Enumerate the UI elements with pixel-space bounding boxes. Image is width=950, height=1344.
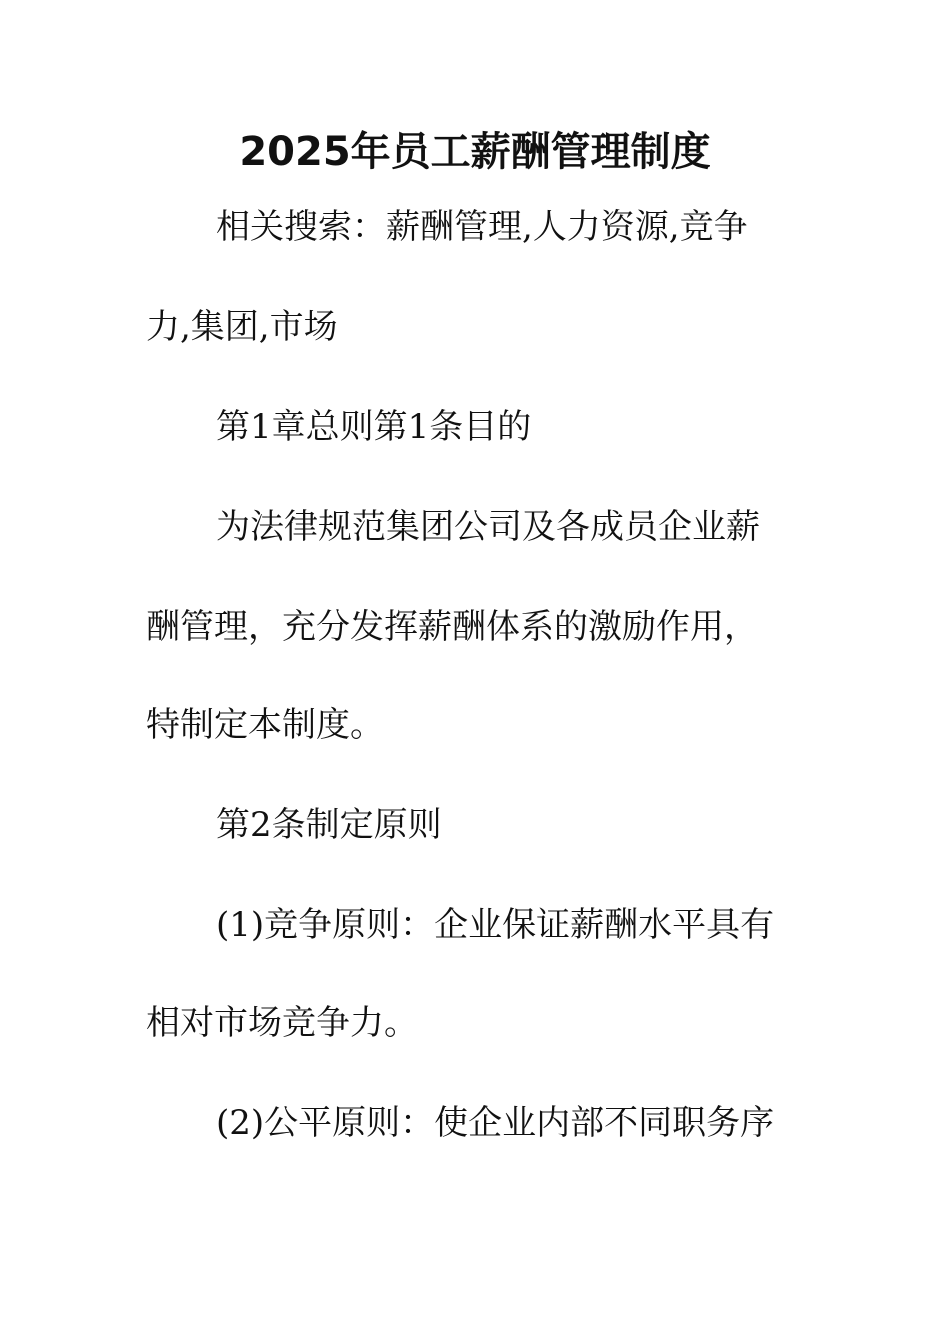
purpose-paragraph-line-2: 酬管理，充分发挥薪酬体系的激励作用， <box>146 607 758 647</box>
related-search-line-2: 力,集团,市场 <box>146 307 338 347</box>
principle-1-line-2: 相对市场竞争力。 <box>146 1003 418 1043</box>
principle-1-line-1: (1)竞争原则：企业保证薪酬水平具有 <box>216 905 775 945</box>
purpose-paragraph-line-3: 特制定本制度。 <box>146 705 384 745</box>
principle-2-line-1: (2)公平原则：使企业内部不同职务序 <box>216 1103 775 1143</box>
document-title: 2025年员工薪酬管理制度 <box>239 129 711 175</box>
article-2-heading: 第2条制定原则 <box>216 805 442 845</box>
related-search-line-1: 相关搜索：薪酬管理,人力资源,竞争 <box>216 207 748 247</box>
chapter-heading: 第1章总则第1条目的 <box>216 407 532 447</box>
purpose-paragraph-line-1: 为法律规范集团公司及各成员企业薪 <box>216 507 760 547</box>
